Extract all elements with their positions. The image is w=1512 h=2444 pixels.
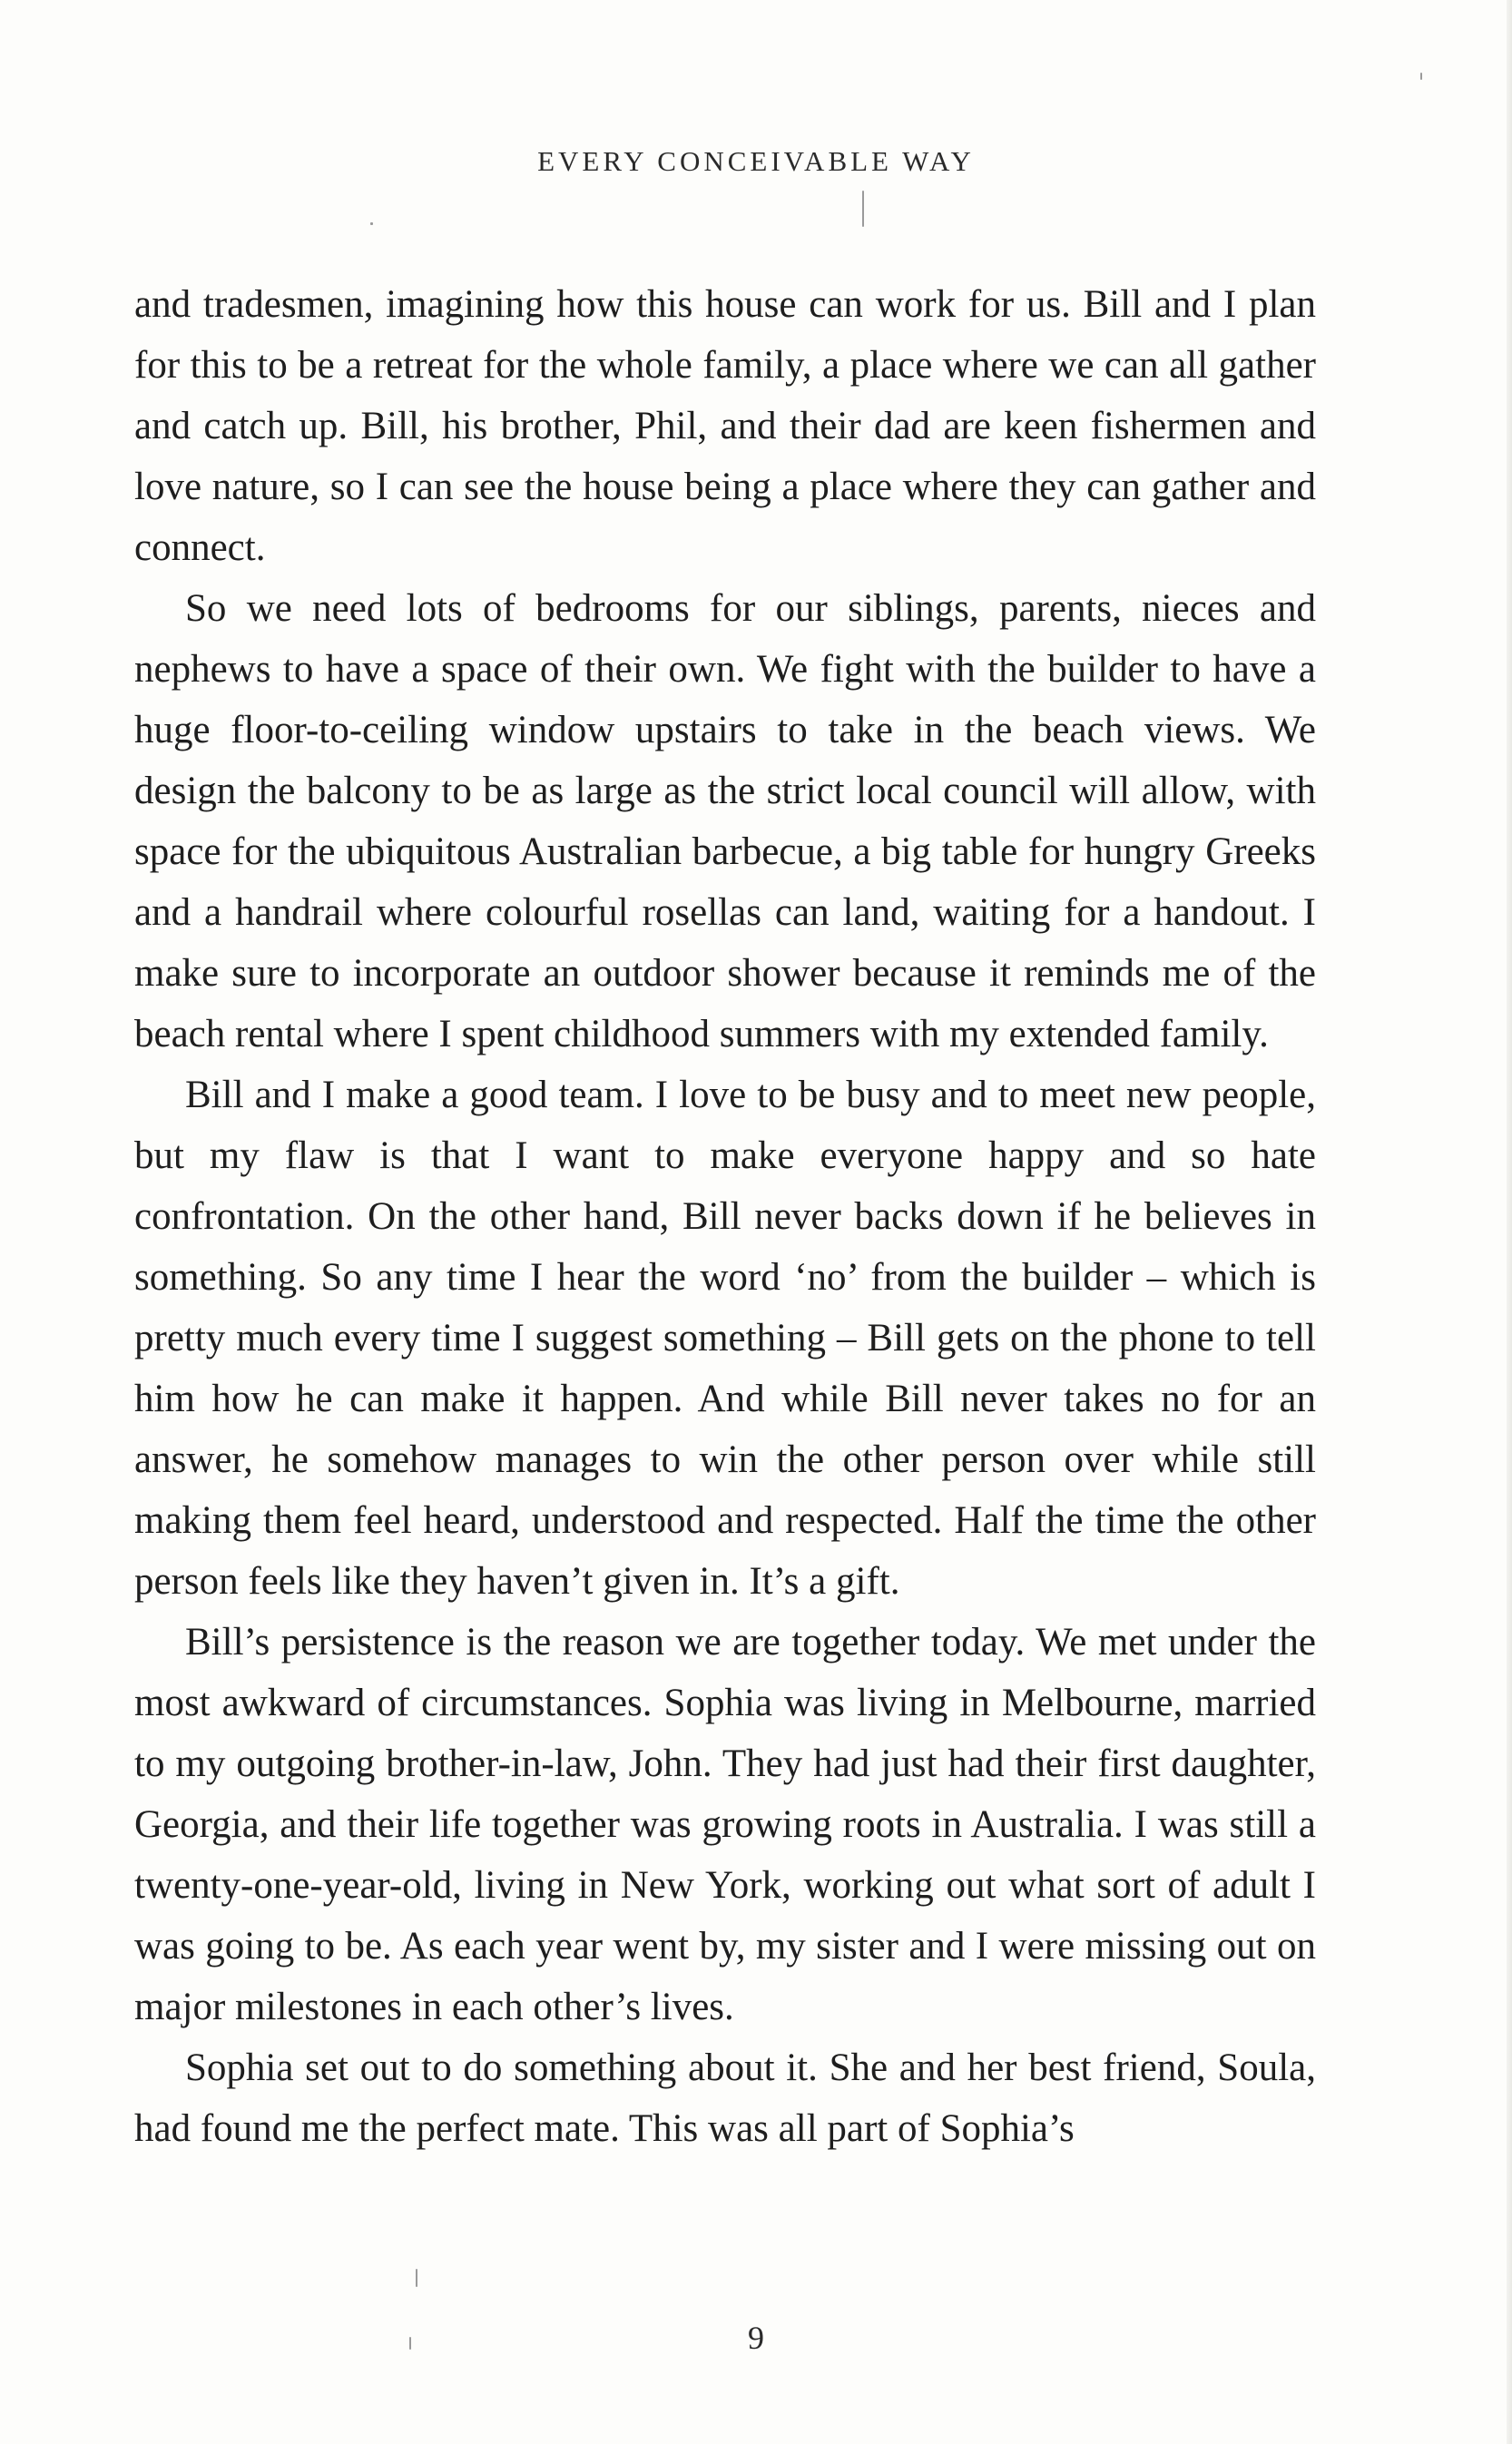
- scan-speck: [370, 222, 373, 225]
- scan-edge-shadow: [1507, 0, 1512, 2444]
- scan-speck: [416, 2269, 417, 2287]
- scan-speck: [409, 2337, 411, 2350]
- page-number: 9: [748, 2320, 764, 2356]
- scan-speck: [862, 191, 864, 227]
- paragraph-5: Sophia set out to do something about it. She and her best friend, Soula, had found me the perfect mate. This was all part of Sophia’s: [134, 2046, 1316, 2150]
- paragraph-1: and tradesmen, imagining how this house can work for us. Bill and I plan for this to be a retreat for the whole family, a place where we can all gather and catch up. Bill, his brother, Phil, and their dad are keen fishermen and love nature, so I can see the house being a place where they can gather and connect.: [134, 283, 1316, 569]
- running-head: EVERY CONCEIVABLE WAY: [537, 145, 975, 177]
- paragraph-4: Bill’s persistence is the reason we are together today. We met under the most awkward of circumstances. Sophia was living in Melbourne, married to my outgoing brother-in-law, John. They had just had their first daughter, Georgia, and their life together was growing roots in Australia. I was still a twenty-one-year-old, living in New York, working out what sort of adult I was going to be. As each year went by, my sister and I were missing out on major milestones in each other’s lives.: [134, 1621, 1316, 2028]
- body-text: [134, 274, 1316, 2159]
- paragraph-3: Bill and I make a good team. I love to be busy and to meet new people, but my flaw is that I want to make everyone happy and so hate confrontation. On the other hand, Bill never backs down if he believes in something. So any time I hear the word ‘no’ from the builder – which is pretty much every time I suggest something – Bill gets on the phone to tell him how he can make it happen. And while Bill never takes no for an answer, he somehow manages to win the other person over while still making them feel heard, understood and respected. Half the time the other person feels like they haven’t given in. It’s a gift.: [134, 1074, 1316, 1603]
- paragraph-2: So we need lots of bedrooms for our siblings, parents, nieces and nephews to have a space of their own. We fight with the builder to have a huge floor-to-ceiling window upstairs to take in the beach views. We design the balcony to be as large as the strict local council will allow, with space for the ubiquitous Australian barbecue, a big table for hungry Greeks and a handrail where colourful rosellas can land, waiting for a handout. I make sure to incorporate an outdoor shower because it reminds me of the beach rental where I spent childhood summers with my extended family.: [134, 587, 1316, 1055]
- scan-speck: [1420, 73, 1422, 80]
